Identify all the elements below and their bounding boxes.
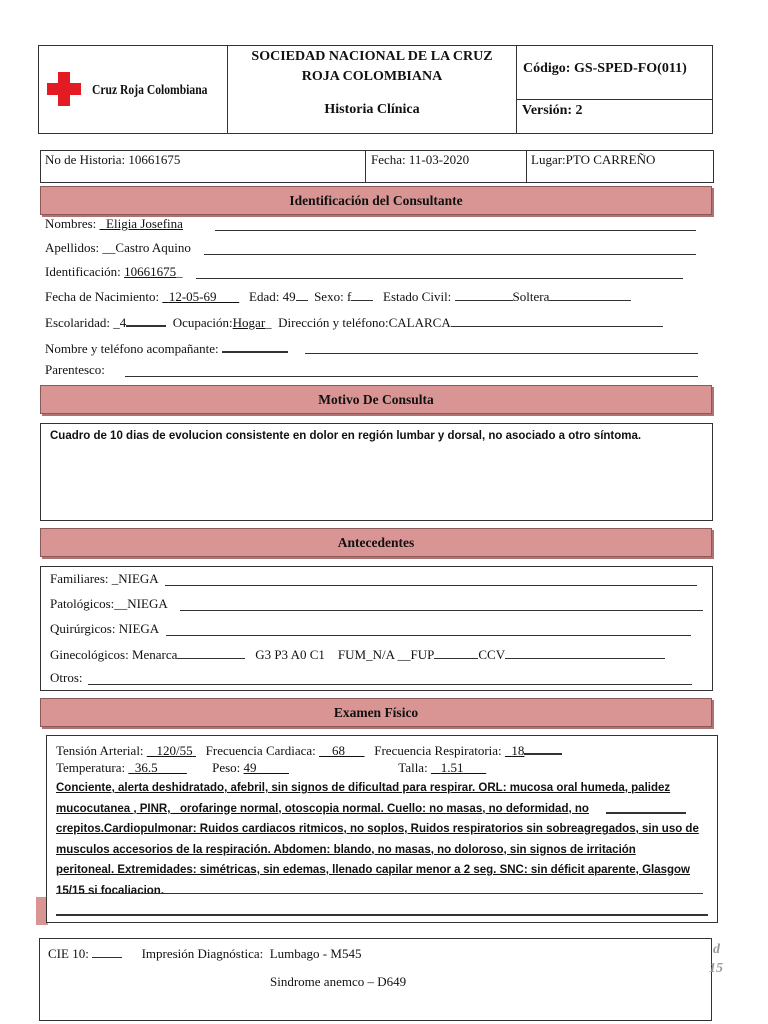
sex-label: Sexo: <box>314 289 344 304</box>
family-row: Familiares: _NIEGA <box>50 571 159 586</box>
exam-notes <box>56 778 699 901</box>
vitals-row-1 <box>56 741 562 759</box>
pathological-row: Patológicos:__NIEGA <box>50 596 168 611</box>
birth-label: Fecha de Nacimiento: <box>45 289 160 304</box>
occupation-value: Hogar <box>232 315 266 330</box>
header-divider-2 <box>516 45 517 134</box>
names-label: Nombres: <box>45 216 97 231</box>
org-name: Cruz Roja Colombiana <box>92 82 208 97</box>
civil-value: Soltera <box>512 289 550 304</box>
id-label: Identificación: <box>45 264 121 279</box>
birth-text: 12-05-69 <box>168 289 217 304</box>
reason-text: Cuadro de 10 dias de evolucion consistente en dolor en región lumbar y dorsal, no asociado a otro síntoma. <box>50 430 642 442</box>
cie-label: CIE 10: <box>48 946 89 961</box>
surnames-row: Apellidos: __Castro Aquino <box>45 240 191 255</box>
surgical-value: NIEGA <box>118 621 160 636</box>
vitals-row-2 <box>56 760 486 776</box>
rr-label: Frecuencia Respiratoria: <box>374 743 502 758</box>
header-divider-h <box>516 99 713 100</box>
place-label: Lugar: <box>531 152 566 167</box>
form-version: Versión: 2 <box>522 103 583 118</box>
others-label: Otros: <box>50 670 83 685</box>
temp-value <box>128 760 187 775</box>
schooling-value: 4 <box>119 315 127 330</box>
exam-line-6: 15/15 si focaliacion. <box>56 884 165 897</box>
gyneco-fup: __FUP <box>397 647 435 662</box>
weight-text: 49 <box>243 760 257 775</box>
bp-value <box>147 743 196 758</box>
red-cross-logo <box>47 72 81 106</box>
exam-line-1: Conciente, alerta deshidratado, afebril, sin signos de dificultad para respirar. ORL: mucosa oral humeda, palidez <box>56 782 671 794</box>
form-code: Código: GS-SPED-FO(011) <box>523 61 687 76</box>
others-row <box>50 670 83 686</box>
gyneco-obstetric: G3 P3 A0 C1 <box>255 647 325 662</box>
place-value: PTO CARREÑO <box>565 152 656 167</box>
height-text: 1.51 <box>440 760 464 775</box>
address-value: CALARCA <box>388 315 451 330</box>
birth-value <box>162 289 239 304</box>
companion-label: Nombre y teléfono acompañante: <box>45 341 219 356</box>
record-divider-1 <box>365 150 366 183</box>
section-exam: Examen Físico <box>40 698 712 727</box>
kinship-line <box>125 376 698 377</box>
diagnosis-row-1 <box>48 945 361 962</box>
temp-text: 36.5 <box>134 760 158 775</box>
impression-label: Impresión Diagnóstica: <box>141 946 264 961</box>
civil-label: Estado Civil: <box>383 289 452 304</box>
gyneco-ccv: CCV <box>478 647 506 662</box>
exam-line-5: peritoneal. Extremidades: simétricas, sin edemas, llenado capilar menor a 2 seg. SNC: sin déficit aparente, Glasgow <box>56 864 690 876</box>
kinship-label: Parentesco: <box>45 362 105 377</box>
rr-text: 18 <box>511 743 525 758</box>
gyneco-row <box>50 646 665 663</box>
section-antecedents: Antecedentes <box>40 528 712 557</box>
hr-label: Frecuencia Cardiaca: <box>205 743 316 758</box>
birth-row <box>45 288 631 305</box>
section-reason: Motivo De Consulta <box>40 385 712 414</box>
surgical-line <box>166 635 691 636</box>
exam-underline-c <box>56 914 708 916</box>
history-number <box>45 152 180 168</box>
diagnosis-2: Sindrome anemco – D649 <box>270 974 407 989</box>
diagnosis-1: Lumbago - M545 <box>269 946 362 961</box>
record-place <box>531 152 655 168</box>
height-value <box>431 760 486 775</box>
bp-text: 120/55 <box>156 743 193 758</box>
hr-value <box>319 743 365 758</box>
companion-row <box>45 339 288 357</box>
surnames-label: Apellidos: <box>45 240 100 255</box>
section-identification: Identificación del Consultante <box>40 186 712 215</box>
pathological-label: Patológicos: <box>50 596 115 611</box>
id-line <box>196 278 683 279</box>
date-value: 11-03-2020 <box>408 152 470 167</box>
pathological-line <box>180 610 703 611</box>
exam-line-4: musculos accesorios de la respiración. Abdomen: blando, no masas, no doloroso, sin signos de irritación <box>56 843 636 856</box>
age-label: Edad: <box>249 289 280 304</box>
header-title-2: ROJA COLOMBIANA <box>301 69 443 84</box>
names-line <box>215 230 696 231</box>
exam-line-3: crepitos.Cardiopulmonar: Ruidos cardiacos ritmicos, no soplos, Ruidos respiratorios sin sobreagregados, sin uso de <box>56 823 699 835</box>
address-label: Dirección y teléfono: <box>278 315 389 330</box>
exam-underline-a <box>606 812 686 814</box>
record-date <box>371 152 469 168</box>
surnames-line <box>204 254 696 255</box>
bp-label: Tensión Arterial: <box>56 743 144 758</box>
schooling-row: Escolaridad: _4 Ocupación:Hogar_ Dirección y teléfono:CALARCA <box>45 313 663 331</box>
id-row: Identificación: 10661675_ <box>45 264 183 279</box>
exam-line-2: mucocutanea , PINR,_ orofaringe normal, otoscopia normal. Cuello: no masas, no deformidad, no <box>56 802 589 815</box>
names-value <box>100 216 183 231</box>
gyneco-fum: FUM_N/A <box>337 647 395 662</box>
surgical-label: Quirúrgicos: <box>50 621 116 636</box>
kinship-row <box>45 362 105 378</box>
weight-label: Peso: <box>212 760 241 775</box>
height-label: Talla: <box>398 760 428 775</box>
header-title-1: SOCIEDAD NACIONAL DE LA CRUZ <box>251 49 493 64</box>
margin-fragment-2: 15 <box>709 961 723 976</box>
temp-label: Temperatura: <box>56 760 126 775</box>
names-row <box>45 216 183 232</box>
schooling-label: Escolaridad: <box>45 315 110 330</box>
surnames-value: Castro Aquino <box>115 240 191 255</box>
surgical-row <box>50 621 159 637</box>
names-text: Eligia Josefina <box>106 216 183 231</box>
history-label: No de Historia: <box>45 152 126 167</box>
companion-line <box>305 353 698 354</box>
id-value: 10661675 <box>124 264 177 279</box>
header-subtitle: Historia Clínica <box>324 102 420 117</box>
sex-value: f <box>346 289 352 304</box>
weight-value <box>244 760 290 775</box>
family-line <box>165 585 697 586</box>
exam-underline-b <box>56 893 703 894</box>
pathological-value: NIEGA <box>127 596 168 611</box>
date-label: Fecha: <box>371 152 406 167</box>
record-divider-2 <box>526 150 527 183</box>
age-value: 49 <box>282 289 296 304</box>
others-line <box>88 684 692 685</box>
family-value: NIEGA <box>118 571 159 586</box>
history-value: 10661675 <box>128 152 181 167</box>
occupation-label: Ocupación: <box>172 315 233 330</box>
family-label: Familiares: <box>50 571 109 586</box>
hr-text: 68 <box>332 743 345 758</box>
margin-fragment-1: d <box>713 942 720 957</box>
rr-value <box>505 743 525 758</box>
gyneco-label: Ginecológicos: Menarca <box>50 647 178 662</box>
